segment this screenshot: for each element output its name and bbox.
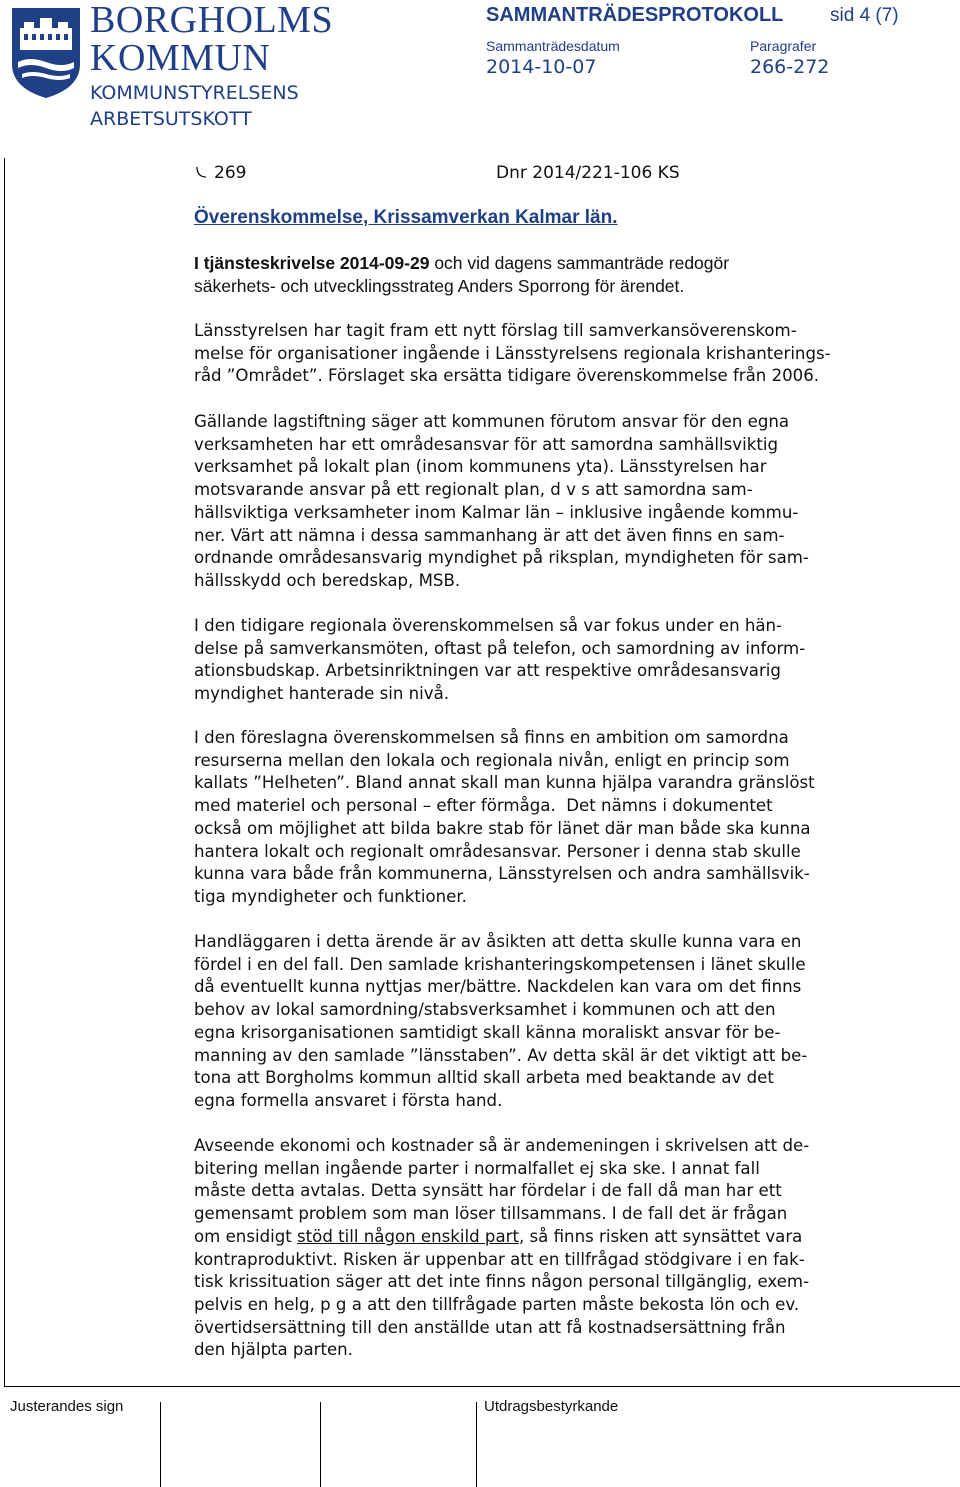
- paragraph-1: [194, 320, 904, 388]
- signature-box-divider: [160, 1402, 161, 1487]
- paragraph-line: bitering mellan ingående parter i normalfallet ej ska ske. I annat fall: [194, 1158, 760, 1178]
- intro-bold-text: I tjänsteskrivelse 2014-09-29: [194, 253, 430, 273]
- paragraph-5: [194, 931, 904, 1113]
- paragraph-line: myndighet hanterade sin nivå.: [194, 684, 450, 704]
- paragraph-6: [194, 1135, 904, 1362]
- paragraph-line: hällsviktiga verksamheter inom Kalmar län – inklusive ingående kommu-: [194, 502, 799, 522]
- paragraph-line: pelvis en helg, p g a att den tillfrågade parten måste bekosta lön och ev.: [194, 1294, 800, 1314]
- paragraph-line: I den föreslagna överenskommelsen så finns en ambition om samordna: [194, 728, 789, 747]
- paragraph-line: tona att Borgholms kommun alltid skall arbeta med beaktande av det: [194, 1068, 774, 1088]
- paragraph-line: kunna vara både från kommunerna, Länsstyrelsen och andra samhällsvik-: [194, 864, 810, 884]
- paragraph-line: hällsskydd och beredskap, MSB.: [194, 570, 461, 590]
- paragraph-line: också om möjlighet att bilda bakre stab för länet där man både ska kunna: [194, 818, 811, 838]
- paragraph-line: Avseende ekonomi och kostnader så är andemeningen i skrivelsen att de-: [194, 1136, 810, 1155]
- paragraphs-label: Paragrafer: [750, 38, 817, 54]
- paragraph-line: tiga myndigheter och funktioner.: [194, 886, 467, 906]
- paragraph-line: motsvarande ansvar på ett regionalt plan, d v s att samordna sam-: [194, 480, 753, 500]
- case-registration-number: Dnr 2014/221-106 KS: [496, 163, 680, 183]
- footer-rule: [4, 1386, 960, 1387]
- paragraph-line: behov av lokal samordning/stabsverksamhet i kommunen och att den: [194, 1000, 776, 1020]
- paragraph-line: med materiel och personal – efter förmåga. Det nämns i dokumentet: [194, 796, 773, 816]
- paragraph-text: om ensidigt: [194, 1226, 298, 1246]
- department-line1: KOMMUNSTYRELSENS: [90, 82, 299, 104]
- paragraph-line: kallats ”Helheten”. Bland annat skall man kunna hjälpa varandra gränslöst: [194, 773, 815, 793]
- org-name-line2: KOMMUN: [90, 37, 271, 79]
- paragraph-line: Länsstyrelsen har tagit fram ett nytt förslag till samverkansöverenskom-: [194, 321, 797, 340]
- paragraph-line: melse för organisationer ingående i Länsstyrelsens regionala krishanterings-: [194, 343, 831, 363]
- paragraph-line: övertidsersättning till den anställde utan att få kostnadsersättning från: [194, 1317, 786, 1337]
- paragraph-line: kontraproduktivt. Risken är uppenbar att en tillfrågad stödgivare i en fak-: [194, 1249, 805, 1269]
- paragraph-line: ner. Värt att nämna i dessa sammanhang är att det även finns en sam-: [194, 525, 785, 545]
- case-number: 269: [214, 163, 247, 183]
- department-line2: ARBETSUTSKOTT: [90, 108, 252, 130]
- case-title: Överenskommelse, Krissamverkan Kalmar län.: [194, 207, 618, 228]
- signature-label: Justerandes sign: [10, 1398, 124, 1415]
- paragraph-line: I den tidigare regionala överenskommelsen så var fokus under en hän-: [194, 616, 783, 635]
- org-name-line1: BORGHOLMS: [90, 0, 334, 41]
- paragraph-line: den hjälpta parten.: [194, 1340, 353, 1360]
- paragraph-line: råd ”Området”. Förslaget ska ersätta tidigare överenskommelse från 2006.: [194, 366, 820, 386]
- section-mark-icon: [194, 165, 208, 179]
- paragraph-line: ordnande områdesansvarig myndighet på riksplan, myndigheten för sam-: [194, 548, 809, 568]
- paragraph-line: tisk krissituation säger att det inte finns någon personal tillgänglig, exem-: [194, 1272, 810, 1292]
- paragraph-line: måste detta avtalas. Detta synsätt har fördelar i de fall då man har ett: [194, 1181, 782, 1201]
- paragraph-text: , så finns risken att synsättet vara: [518, 1226, 803, 1246]
- paragraph-line: Gällande lagstiftning säger att kommunen förutom ansvar för den egna: [194, 412, 790, 431]
- extract-certification-label: Utdragsbestyrkande: [484, 1398, 619, 1415]
- paragraph-line: egna formella ansvaret i första hand.: [194, 1090, 503, 1110]
- document-title: SAMMANTRÄDESPROTOKOLL: [486, 4, 784, 26]
- paragraph-line: verksamhet på lokalt plan (inom kommunens yta). Länsstyrelsen har: [194, 457, 767, 477]
- paragraph-4: [194, 727, 904, 909]
- intro-paragraph: [194, 252, 904, 297]
- paragraphs-value: 266-272: [750, 56, 830, 78]
- paragraph-line: hantera lokalt och regionalt områdesansvar. Personer i denna stab skulle: [194, 841, 801, 861]
- paragraph-line: då eventuellt kunna nyttjas mer/bättre. Nackdelen kan vara om det finns: [194, 977, 802, 997]
- paragraph-3: [194, 615, 904, 706]
- signature-box-divider: [476, 1402, 477, 1487]
- meeting-date-label: Sammanträdesdatum: [486, 38, 620, 54]
- paragraph-2: [194, 411, 904, 593]
- paragraph-line: gemensamt problem som man löser tillsammans. I de fall det är frågan: [194, 1204, 788, 1224]
- paragraph-line: ationsbudskap. Arbetsinriktningen var att respektive områdesansvarig: [194, 661, 781, 681]
- underlined-phrase: stöd till någon enskild part: [297, 1226, 519, 1246]
- signature-box-divider: [320, 1402, 321, 1487]
- page-number: sid 4 (7): [830, 5, 899, 26]
- intro-line2: säkerhets- och utvecklingsstrateg Anders Sporrong för ärendet.: [194, 275, 685, 296]
- paragraph-line: fördel i en del fall. Den samlade krishanteringskompetensen i länet skulle: [194, 954, 806, 974]
- paragraph-line: resurserna mellan den lokala och regionala nivån, enligt en princip som: [194, 750, 790, 770]
- left-margin-rule: [4, 158, 5, 1386]
- municipality-crest-icon: [10, 6, 82, 100]
- paragraph-line: verksamheten har ett områdesansvar för att samordna samhällsviktig: [194, 434, 778, 454]
- paragraph-line: Handläggaren i detta ärende är av åsikten att detta skulle kunna vara en: [194, 932, 802, 951]
- paragraph-line: delse på samverkansmöten, oftast på telefon, och samordning av inform-: [194, 638, 806, 658]
- meeting-date-value: 2014-10-07: [486, 56, 597, 78]
- paragraph-line: manning av den samlade ”länsstaben”. Av detta skäl är det viktigt att be-: [194, 1045, 808, 1065]
- intro-text: och vid dagens sammanträde redogör: [429, 253, 730, 273]
- paragraph-line: egna krisorganisationen samtidigt skall känna moraliskt ansvar för be-: [194, 1022, 781, 1042]
